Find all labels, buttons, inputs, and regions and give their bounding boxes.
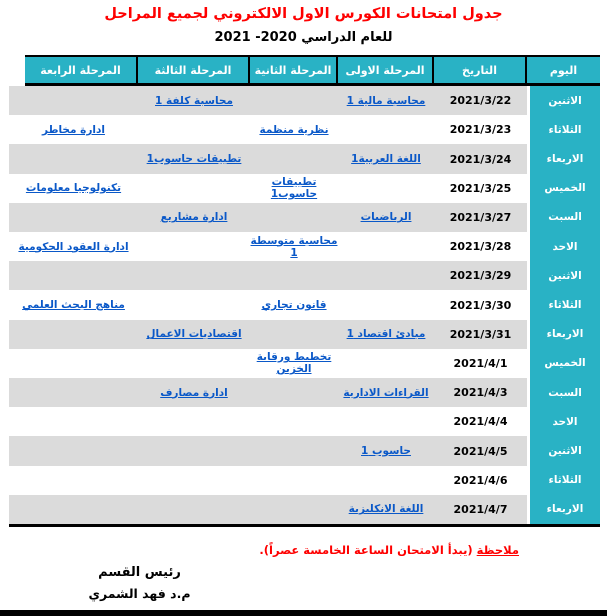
day-cell: الاربعاء (527, 495, 600, 524)
stage2-exam-cell (250, 174, 338, 203)
note-text: (يبدأ الامتحان الساعة الخامسة عصراً). (259, 543, 477, 557)
stage1-exam-cell (338, 261, 434, 290)
stage2-exam-cell (250, 144, 338, 173)
day-cell: الاربعاء (527, 144, 600, 173)
stage3-exam-cell (138, 320, 250, 349)
stage4-exam-cell (9, 86, 138, 115)
header-date: التاريخ (434, 57, 527, 83)
stage3-exam-cell (138, 86, 250, 115)
note-label: ملاحظة (476, 543, 519, 557)
table-row (9, 320, 600, 349)
stage2-exam-cell (250, 320, 338, 349)
stage1-exam-cell (338, 378, 434, 407)
stage3-exam-cell (138, 407, 250, 436)
header-stage4: المرحلة الرابعة (25, 57, 138, 83)
subject-link[interactable]: اقتصاديات الاعمال (146, 328, 242, 341)
subject-link[interactable]: اللغة العربية1 (351, 152, 421, 165)
table-row (9, 436, 600, 465)
date-cell: 2021/4/1 (453, 356, 508, 370)
page-title: جدول امتحانات الكورس الاول الالكتروني لجميع المراحل (104, 6, 503, 22)
date-cell: 2021/3/29 (434, 261, 527, 290)
stage2-exam-cell (250, 115, 338, 144)
subject-link[interactable]: حاسوب 1 (361, 445, 411, 457)
stage2-exam-cell (250, 378, 338, 407)
day-cell: الثلاثاء (527, 115, 600, 144)
date-cell: 2021/3/24 (434, 144, 527, 173)
stage3-exam-cell (138, 115, 250, 144)
day-cell: الاثنين (527, 261, 600, 290)
subject-link[interactable]: تطبيقات حاسوب1 (146, 152, 242, 165)
day-cell: الاثنين (527, 436, 600, 465)
subject-link[interactable]: مناهج البحث العلمي (22, 298, 125, 311)
stage4-exam-cell (9, 115, 138, 144)
header-stage1: المرحلة الاولى (338, 57, 434, 83)
stage2-exam-cell (250, 466, 338, 495)
table-row (9, 378, 600, 407)
day-cell: الثلاثاء (527, 466, 600, 495)
table-row (9, 290, 600, 319)
stage2-exam-cell (250, 203, 338, 232)
subject-link[interactable]: ادارة مشاريع (160, 211, 228, 224)
signature-name: م.د فهد الشمري (88, 586, 191, 601)
subject-link[interactable]: مبادئ اقتصاد 1 (346, 328, 426, 341)
exam-schedule-table (9, 55, 600, 527)
subject-link[interactable]: اللغة الانكليزية (348, 503, 424, 516)
stage3-exam-cell (138, 261, 250, 290)
table-row (9, 466, 600, 495)
date-cell: 2021/4/3 (434, 378, 527, 407)
stage4-exam-cell (9, 261, 138, 290)
stage4-exam-cell (9, 436, 138, 465)
stage4-exam-cell (9, 466, 138, 495)
stage3-exam-cell (138, 290, 250, 319)
signature-block (12, 565, 267, 601)
stage2-exam-cell (250, 495, 338, 524)
stage3-exam-cell (138, 203, 250, 232)
stage2-exam-cell (250, 261, 338, 290)
stage1-exam-cell (338, 407, 434, 436)
day-cell: السبت (527, 378, 600, 407)
stage2-exam-cell (250, 290, 338, 319)
header-day: اليوم (549, 63, 578, 77)
day-cell: السبت (527, 203, 600, 232)
day-cell: الاحد (527, 232, 600, 261)
table-row (9, 261, 600, 290)
day-cell: الخميس (527, 349, 600, 378)
stage4-exam-cell (9, 378, 138, 407)
stage4-exam-cell (9, 203, 138, 232)
table-row (9, 174, 600, 203)
stage4-exam-cell (9, 407, 138, 436)
table-row (9, 232, 600, 261)
date-cell: 2021/4/6 (453, 473, 508, 487)
exam-time-note (259, 543, 519, 557)
subject-link[interactable]: قانون تجاري (261, 298, 327, 311)
stage1-exam-cell (338, 144, 434, 173)
subject-link[interactable]: محاسبة كلفة 1 (155, 94, 233, 107)
table-header-row (25, 55, 600, 86)
stage3-exam-cell (138, 144, 250, 173)
date-cell: 2021/3/27 (434, 203, 527, 232)
subject-link[interactable]: نظرية منظمة (259, 123, 329, 136)
date-cell: 2021/3/25 (449, 181, 512, 195)
header-stage2: المرحلة الثانية (250, 57, 338, 83)
table-body (9, 86, 600, 527)
stage1-exam-cell (338, 203, 434, 232)
day-cell: الخميس (527, 174, 600, 203)
table-row (9, 495, 600, 524)
stage3-exam-cell (138, 349, 250, 378)
subject-link[interactable]: ادارة مخاطر (42, 123, 105, 136)
stage4-exam-cell (9, 232, 138, 261)
stage4-exam-cell (9, 320, 138, 349)
table-row (9, 144, 600, 173)
subject-link[interactable]: تطبيقات حاسوب1 (270, 176, 318, 201)
stage1-exam-cell (338, 495, 434, 524)
page-bottom-rule (0, 610, 607, 616)
day-cell: الاحد (527, 407, 600, 436)
stage4-exam-cell (9, 144, 138, 173)
table-row (9, 115, 600, 144)
day-cell: الاثنين (527, 86, 600, 115)
date-cell: 2021/3/31 (434, 320, 527, 349)
table-row (9, 86, 600, 115)
stage4-exam-cell (9, 290, 138, 319)
subject-link[interactable]: الرياضيات (360, 211, 412, 224)
date-cell: 2021/3/30 (449, 298, 512, 312)
page-subtitle: للعام الدراسي 2020- 2021 (214, 30, 393, 45)
stage1-exam-cell (338, 436, 434, 465)
day-cell: الاربعاء (527, 320, 600, 349)
stage2-exam-cell (250, 349, 338, 378)
table-row (9, 407, 600, 436)
subject-link[interactable]: القراءات الادارية (343, 386, 429, 399)
stage1-exam-cell (338, 349, 434, 378)
stage2-exam-cell (250, 436, 338, 465)
stage1-exam-cell (338, 290, 434, 319)
stage3-exam-cell (138, 174, 250, 203)
stage4-exam-cell (9, 495, 138, 524)
stage1-exam-cell (338, 86, 434, 115)
stage1-exam-cell (338, 232, 434, 261)
signature-title: رئيس القسم (98, 565, 181, 580)
stage1-exam-cell (338, 115, 434, 144)
stage2-exam-cell (250, 86, 338, 115)
stage3-exam-cell (138, 436, 250, 465)
stage4-exam-cell (9, 174, 138, 203)
subject-link[interactable]: تكنولوجيا معلومات (25, 182, 122, 195)
stage2-exam-cell (250, 232, 338, 261)
stage3-exam-cell (138, 495, 250, 524)
stage4-exam-cell (9, 349, 138, 378)
header-stage3: المرحلة الثالثة (138, 57, 250, 83)
stage2-exam-cell (250, 407, 338, 436)
subject-link[interactable]: تخطيط ورقابة الخزين (256, 351, 332, 376)
date-cell: 2021/3/23 (449, 123, 512, 137)
stage1-exam-cell (338, 320, 434, 349)
stage1-exam-cell (338, 466, 434, 495)
day-cell: الثلاثاء (527, 290, 600, 319)
subject-link[interactable]: ادارة مصارف (160, 386, 228, 399)
date-cell: 2021/4/7 (434, 495, 527, 524)
stage3-exam-cell (138, 378, 250, 407)
date-cell: 2021/4/4 (453, 415, 508, 429)
subject-link[interactable]: محاسبة مالية 1 (346, 94, 426, 107)
table-row (9, 349, 600, 378)
date-cell: 2021/4/5 (434, 436, 527, 465)
subject-link[interactable]: ادارة العقود الحكومية (18, 240, 129, 253)
subject-link[interactable]: محاسبة متوسطة 1 (250, 234, 338, 259)
stage3-exam-cell (138, 232, 250, 261)
date-cell: 2021/3/28 (449, 240, 512, 254)
table-row (9, 203, 600, 232)
stage3-exam-cell (138, 466, 250, 495)
date-cell: 2021/3/22 (434, 86, 527, 115)
stage1-exam-cell (338, 174, 434, 203)
